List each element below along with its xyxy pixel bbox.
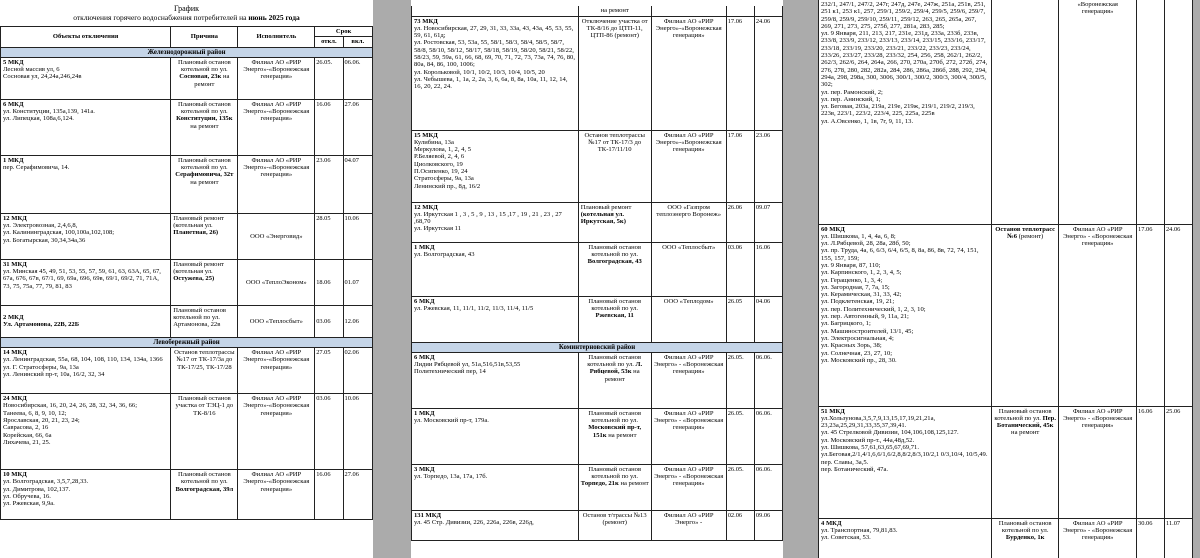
off-date: 26.05. [726, 408, 754, 464]
document-page-1 [0, 0, 373, 558]
on-date: 09.07 [754, 202, 782, 242]
outage-table [411, 6, 783, 541]
table-row [1, 155, 373, 213]
off-date: 26.05. [315, 57, 343, 99]
object-count: 60 МКД [821, 225, 845, 233]
executor-cell: Филиал АО «РИР Энерго»-«Воронежская генерация» [238, 99, 315, 155]
off-date: 28.05 [315, 213, 343, 259]
reason-text: Плановый останов котельной по ул. [998, 519, 1052, 534]
table-row [412, 6, 783, 16]
table-row [412, 510, 783, 540]
executor-cell: Филиал АО «РИР Энерго»-«Воронежская генерация» [238, 57, 315, 99]
object-address: Лесной массив ул, 6 Сосновая ул, 24,24а,246,24в [3, 66, 82, 81]
object-address: ул. Волгоградская, 3,5,7,28,33. ул. Димитрова, 102,137. ул. Обручева, 16. ул. Ржевская, 9,9а. [3, 478, 89, 508]
object-count: 6 МКД [414, 353, 435, 361]
object-address: 232/1, 247/1, 247/2, 247г, 247д, 247е, 247ж, 251а, 251в, 251, 251 к1, 253 к1, 257, 259/1, 259/2, 259/4, 259/5, 259/6, 259/7, 259/8, 259/9, 259/10, 259/11, 259/12, 263, 265, 265а, 267, 269, 271, 273, 275, 275б, 277, 281а, 283, 285; ул. 9 Января, 211, 213, 217, 231е, 231д, 233а, 233б, 233в, 233/8, 233/9, 233/12, 233/13, 233/14, 233/15, 233/16, 233/17, 233/18, 233/19, 233/20, 233/21, 233/22, 233/23, 233/24, 233/26, 233/27, 233/28, 233/32, 254, 256, 258, 262/1, 262/2, 262/3, 262/6, 264, 264а, 266, 270, 270а, 270б, 272, 272б, 274, 276, 278, 280, 282, 282а, 284, 286, 286а, 286б, 288, 292, 294, 294а, 298, 298а, 300, 3006, 300/1, 300/2, 300/3, 300/4, 300/5, 302; ул. пер. Рамонский, 2; ул. пер. Анинский, 1; ул. Беговая, 203а, 219а, 219е, 219ж, 219/1, 219/2, 219/3, 223в, 223/1, 223/2, 223/4, 225, 225а, 225в ул. А.Овсенко, 1, 1в, 7г, 9, 11, 13. [819, 0, 992, 224]
reason-text: Плановый останов котельной по ул. [994, 407, 1052, 422]
table-row [1, 394, 373, 470]
off-date: 26.05. [726, 464, 754, 510]
off-date: 30.06 [1137, 518, 1165, 558]
reason-text: Плановый останов котельной по ул. [177, 156, 231, 172]
col-on: вкл. [343, 37, 372, 47]
off-date: 17.06 [1137, 224, 1165, 406]
col-executor: Исполнитель [238, 27, 315, 48]
on-date: 27.06 [343, 99, 372, 155]
off-date: 03.06 [315, 394, 343, 470]
reason-bold: Пер. Ботанический, 45к [996, 414, 1056, 430]
object-address: ул. Конституции, 135а,139, 141а. ул. Липецкая, 108а,6,124. [3, 108, 95, 123]
object-count: 4 МКД [821, 519, 842, 527]
reason-post: на ремонт [194, 73, 230, 88]
object-count: 1 МКД [414, 409, 435, 417]
district-label: Коминтерновский район [412, 342, 783, 352]
object-count: 1 МКД [414, 243, 435, 251]
object-address: Лидии Рябцевой ул, 51а,516,51в,53,55 Политехнический пер, 14 [414, 361, 521, 376]
object-count: 51 МКД [821, 407, 845, 415]
on-date: 24.06 [754, 16, 782, 130]
object-count: 6 МКД [414, 297, 435, 305]
off-date: 16.06 [315, 470, 343, 520]
off-date: 02.06 [726, 510, 754, 540]
on-date: 06.06. [754, 408, 782, 464]
reason-text: Плановый останов котельной по ул. [177, 100, 231, 116]
executor-cell: Филиал АО «РИР Энерго»-«Воронежская генерация» [238, 394, 315, 470]
reason-bold: (котельная ул. Иркутская, 5к) [580, 210, 626, 226]
on-date: 10.06 [343, 213, 372, 259]
reason-text: Плановый останов котельной по ул. [177, 58, 231, 74]
off-date: 03.06 [726, 242, 754, 296]
object-count: 14 МКД [3, 349, 27, 357]
reason-bold: Волгоградская, 43 [587, 258, 642, 266]
table-row [1, 348, 373, 394]
executor-cell: ООО «Теплосбыт» [238, 305, 315, 337]
document-month: июнь 2025 года [248, 13, 300, 22]
object-address: Новосибирская, 16, 20, 24, 26, 28, 32, 34, 36, 66; Танеева, 6, 8, 9, 10, 12; Ярославская, 20, 21, 23, 24; Саврасова, 2, 16 Корейская, 66, 6а Лихачева, 21, 25. [3, 402, 138, 446]
on-date: 27.06 [343, 470, 372, 520]
executor-cell: Филиал АО «РИР Энерго» - «Воронежская генерация» [651, 408, 726, 464]
object-address: ул. Транспортная, 79,81,83. ул. Советская, 53. [821, 526, 898, 542]
reason-text: Плановый останов участка от ТЭЦ-1 до ТК-8/16 [171, 394, 238, 470]
table-row [412, 296, 783, 342]
table-row [412, 408, 783, 464]
object-address: ул. Электровозная, 2,4,6,8, ул. Калининградская, 100,100а,102,108; ул. Богатырская, 30,34,34а,36 [3, 222, 115, 244]
object-count: 31 МКД [3, 260, 27, 268]
table-row [819, 224, 1193, 406]
object-address: ул. Иркутская 1 , 3 , 5 , 9 , 13 , 15 ,17 , 19 , 21 , 23 , 27 ,68,70 ул. Иркутская 11 [414, 210, 562, 233]
district-row [412, 342, 783, 352]
table-header-row [1, 27, 373, 37]
reason-bold: Останов теплотрасс №6 [995, 225, 1056, 240]
on-date: 12.06 [343, 305, 372, 337]
table-row [412, 464, 783, 510]
object-address: ул. Волгоградская, 43 [414, 250, 475, 258]
on-date: 10.06 [343, 394, 372, 470]
on-date: 06.06. [754, 464, 782, 510]
outage-table [0, 26, 373, 520]
object-address: ул. 45 Стр. Дивизии, 226, 226а, 226в, 226д, [414, 519, 534, 527]
reason-text: Плановый останов котельной по ул. [588, 243, 642, 258]
object-count: 24 МКД [3, 395, 27, 403]
object-address: ул. Шишкова, 1, 4, 4а, 6, 8; ул. Л.Рябцевой, 28, 28а, 28б, 50; ул. пр. Труда, 4а, 6, 6/3, 6/4, 6/5, 8, 8а, 86, 8в, 72, 74, 151, 155, 157, 159; ул. 9 Января, 87, 110; ул. Карпинского, 1, 2, 3, 4, 5; ул. Геращенко, 1, 3, 4; ул. Загородная, 7, 7а, 15; ул. Керамическая, 31, 33, 42; ул. Подклетенская, 19, 21; ул. пер. Политехнический, 1, 2, 3, 10; ул. пер. Автогенный, 9, 11а, 21; ул. Багрицкого, 1; ул. Машиностроителей, 13/1, 45; ул. Электросигнальная, 4; ул. Красных Зорь, 38; ул. Солнечная, 23, 27, 10; ул. Московский пр., 28, 30. [821, 232, 979, 364]
district-label: Железнодорожный район [1, 47, 373, 57]
reason-text: Плановый останов котельной по ул. [588, 465, 642, 481]
reason-bold: Московский пр-т, 151к [588, 424, 642, 439]
on-date: 24.06 [1164, 224, 1192, 406]
executor-cell: Филиал АО «РИР Энерго» - «Воронежская генерация» [1059, 406, 1137, 518]
reason-bold: Торпедо, 21к [580, 480, 619, 488]
document-title: График [173, 4, 200, 13]
district-row [1, 47, 373, 57]
reason-text: Останов теплотрассы №17 от ТК-17/3 до ТК-17/11/10 [578, 130, 651, 202]
object-address: ул. Минская 45, 49, 51, 53, 55, 57, 59, 61, 63, 63А, 65, 67, 67а, 676, 67в, 67/1, 69, 69а, 696, 69в, 69/1, 69/2, 71, 71А, 73, 75, 75а, 77, 79, 81, 83 [3, 268, 161, 290]
off-date: 17.06 [726, 130, 754, 202]
on-date: 04.06 [754, 296, 782, 342]
table-row [819, 0, 1193, 224]
object-address: пер. Серафимовича, 14. [3, 164, 70, 172]
on-date: 11.07 [1164, 518, 1192, 558]
on-date: 16.06 [754, 242, 782, 296]
executor-cell: Филиал АО «РИР Энерго» - «Воронежская генерация» [1059, 518, 1137, 558]
off-date: 03.06 [315, 305, 343, 337]
executor-cell: Филиал АО «РИР Энерго» - [651, 510, 726, 540]
off-date: 16.06 [1137, 406, 1165, 518]
outage-table [818, 0, 1193, 558]
document-subtitle: отключения горячего водоснабжения потребителей на [73, 13, 247, 22]
reason-bold: Бурденко, 1к [1005, 534, 1045, 542]
off-date: 26.05 [726, 296, 754, 342]
table-row [412, 352, 783, 408]
table-row [1, 259, 373, 305]
executor-cell: Филиал АО «РИР Энерго»-«Воронежская генерация» [651, 16, 726, 130]
executor-cell: Филиал АО «РИР Энерго»-«Воронежская генерация» [238, 348, 315, 394]
object-address: Кулибина, 13а Меркулова, 1, 2, 4, 5 Р.Беляевой, 2, 4, 6 Циолковского, 19 П.Осипенко, 19, 24 Стратосферы, 9а, 13а Ленинский пр., 8д, 16/2 [414, 138, 481, 190]
reason-bold: Волгоградская, 39л [175, 485, 234, 493]
reason-bold: Сосновая, 23к [179, 73, 222, 81]
reason-text: Плановый останов котельной по ул. [587, 353, 642, 369]
object-address: Ул. Артамонова, 22В, 22Б [3, 321, 80, 329]
reason-post: на ремонт [190, 122, 219, 130]
off-date: 26.05. [726, 352, 754, 408]
on-date: 09.06 [754, 510, 782, 540]
executor-cell: ООО «ТеплоЭконом» [238, 259, 315, 305]
object-count: 6 МКД [3, 100, 24, 108]
executor-cell: Филиал АО «РИР Энерго» - «Воронежская генерация» [651, 464, 726, 510]
reason-text: Останов т/трассы №13 (ремонт) [578, 510, 651, 540]
object-count: 12 МКД [3, 214, 27, 222]
object-count: 12 МКД [414, 203, 438, 211]
object-count: 10 МКД [3, 471, 27, 479]
object-count: 1 МКД [3, 156, 24, 164]
off-date: 23.06 [315, 155, 343, 213]
col-object: Объекты отключения [1, 27, 171, 48]
reason-text: Плановый останов котельной по ул. [588, 409, 642, 425]
reason-text: Плановый останов котельной по ул. [177, 471, 231, 486]
object-address: ул. Торпедо, 13а, 17а, 17б. [414, 473, 488, 481]
document-page-3 [818, 0, 1193, 558]
reason-bold: Серафимовича, 32т [175, 171, 234, 179]
col-reason: Причина [171, 27, 238, 48]
reason-post: на ремонт [190, 178, 219, 186]
reason-bold: Конституции, 135к [176, 115, 233, 123]
reason-text: Отключение участка от ТК-8/16 до ЦТП-11, ЦТП-86 (ремонт) [578, 16, 651, 130]
executor-cell: «Воронежская генерация» [1059, 0, 1137, 224]
district-label: Левобережный район [1, 337, 373, 347]
reason-post: на ремонт [1011, 429, 1040, 437]
table-row [412, 130, 783, 202]
table-row [1, 99, 373, 155]
off-date: 26.06 [726, 202, 754, 242]
off-date: 27.05 [315, 348, 343, 394]
reason-post: на ремонт [608, 431, 637, 439]
on-date: 06.06. [343, 57, 372, 99]
object-count: 3 МКД [414, 465, 435, 473]
off-date: 18.06 [315, 259, 343, 305]
executor-cell: Филиал АО «РИР Энерго»-«Воронежская генерация» [238, 155, 315, 213]
object-address: ул. Московский пр-т, 179а. [414, 417, 489, 425]
reason-bold: Остужева, 25) [173, 275, 215, 283]
document-header [0, 0, 373, 22]
reason-bold: Ржевская, 11 [595, 312, 634, 320]
object-address: ул.Хользунова,3,5,7,9,13,15,17,19,21,21а, 23,23а,25,29,31,33,35,37,39,41. ул. 45 Стрелковой Дивизии, 104,106,108,125,127. ул. Московский пр-т., 44а,48д,52. ул. Шишкова, 57,61,63,65,67,69,71. ул.Беговая,2/1,4/1,6,6/1,6/2,8,8/2,8/3,10/2,1 0/3,10/4, 10/5,49. пер. Славы, 3а,5. пер. Ботанический, 47а. [821, 414, 988, 473]
reason-post: на ремонт [604, 368, 640, 383]
reason-bold: Планетная, 26) [173, 229, 219, 237]
executor-cell: Филиал АО «РИР Энерго»-«Воронежская генерация» [238, 470, 315, 520]
executor-cell: ООО «Газпром теплоэнерго Воронеж» [651, 202, 726, 242]
on-date: 06.06. [754, 352, 782, 408]
col-off: откл. [315, 37, 343, 47]
table-row [412, 16, 783, 130]
executor-cell: ООО «Энерговид» [238, 213, 315, 259]
object-address: ул. Ржевская, 11, 11/1, 11/2, 11/3, 11/4, 11/5 [414, 304, 534, 312]
reason-text: Плановый останов котельной по ул. Артамонова, 22в [171, 305, 238, 337]
table-row [1, 57, 373, 99]
executor-cell: Филиал АО «РИР Энерго»-«Воронежская генерация» [651, 130, 726, 202]
reason-text: Плановый ремонт [580, 203, 632, 211]
object-count: 2 МКД [3, 314, 24, 322]
executor-cell: ООО «Теплодом» [651, 296, 726, 342]
reason-text: Останов теплотрассы №17 от ТК-17/3а до ТК-17/25, ТК-17/28 [171, 348, 238, 394]
object-count: 5 МКД [3, 58, 24, 66]
on-date: 25.06 [1164, 406, 1192, 518]
table-row [412, 202, 783, 242]
document-page-2 [411, 0, 783, 558]
reason-text: Плановый ремонт (котельная ул. [173, 260, 224, 276]
table-row [1, 213, 373, 259]
table-row [819, 406, 1193, 518]
table-row [1, 470, 373, 520]
on-date: 23.06 [754, 130, 782, 202]
col-term: Срок [315, 27, 373, 37]
table-row [1, 305, 373, 337]
reason-post: (ремонт) [1018, 232, 1044, 240]
reason-post: на ремонт [620, 480, 649, 488]
executor-cell: ООО «Теплосбыт» [651, 242, 726, 296]
reason-text: Плановый останов котельной по ул. [588, 297, 642, 312]
off-date: 17.06 [726, 16, 754, 130]
executor-cell: Филиал АО «РИР Энерго» - «Воронежская генерация» [651, 352, 726, 408]
object-address: ул. Новосибирская, 27, 29, 31, 33, 33а, 43, 43а, 45, 53, 55, 59, 61, 61д; ул. Ростовская, 53, 53а, 55, 58/1, 58/3, 58/4, 58/5, 58/7, 58/8, 58/10, 58/12, 58/17, 58/18, 58/19, 58/20, 58/21, 58/22, 58/23, 59, 59а, 61, 66, 68, 69, 70, 71, 72, 73, 73а, 74, 76, 80, 80а, 84, 86, 100, 1006; ул. Корольковой, 10/1, 10/2, 10/3, 10/4, 10/5, 20 ул. Чебышева, 1, 1а, 2, 2а, 3, 6, 6а, 8, 8а, 10а, 11, 12, 14, 16, 20, 22, 24. [414, 24, 575, 91]
executor-cell: Филиал АО «РИР Энерго» - «Воронежская генерация» [1059, 224, 1137, 406]
reason-text: Плановый ремонт (котельная ул. [173, 214, 224, 230]
object-count: 15 МКД [414, 131, 438, 139]
on-date: 04.07 [343, 155, 372, 213]
reason-bold: Л. Рябцевой, 53к [589, 361, 643, 376]
on-date: 01.07 [343, 259, 372, 305]
table-row [412, 242, 783, 296]
object-count: 73 МКД [414, 17, 438, 25]
table-row [819, 518, 1193, 558]
district-row [1, 337, 373, 347]
reason-text: на ремонт [578, 6, 651, 16]
object-address: ул. Ленинградская, 55а, 68, 104, 108, 110, 134, 134а, 1366 ул. Г. Стратосферы, 9а, 13а ул. Ленинский пр-т, 10а, 16/2, 32, 34 [3, 356, 163, 379]
object-count: 131 МКД [414, 511, 442, 519]
on-date: 02.06 [343, 348, 372, 394]
off-date: 16.06 [315, 99, 343, 155]
